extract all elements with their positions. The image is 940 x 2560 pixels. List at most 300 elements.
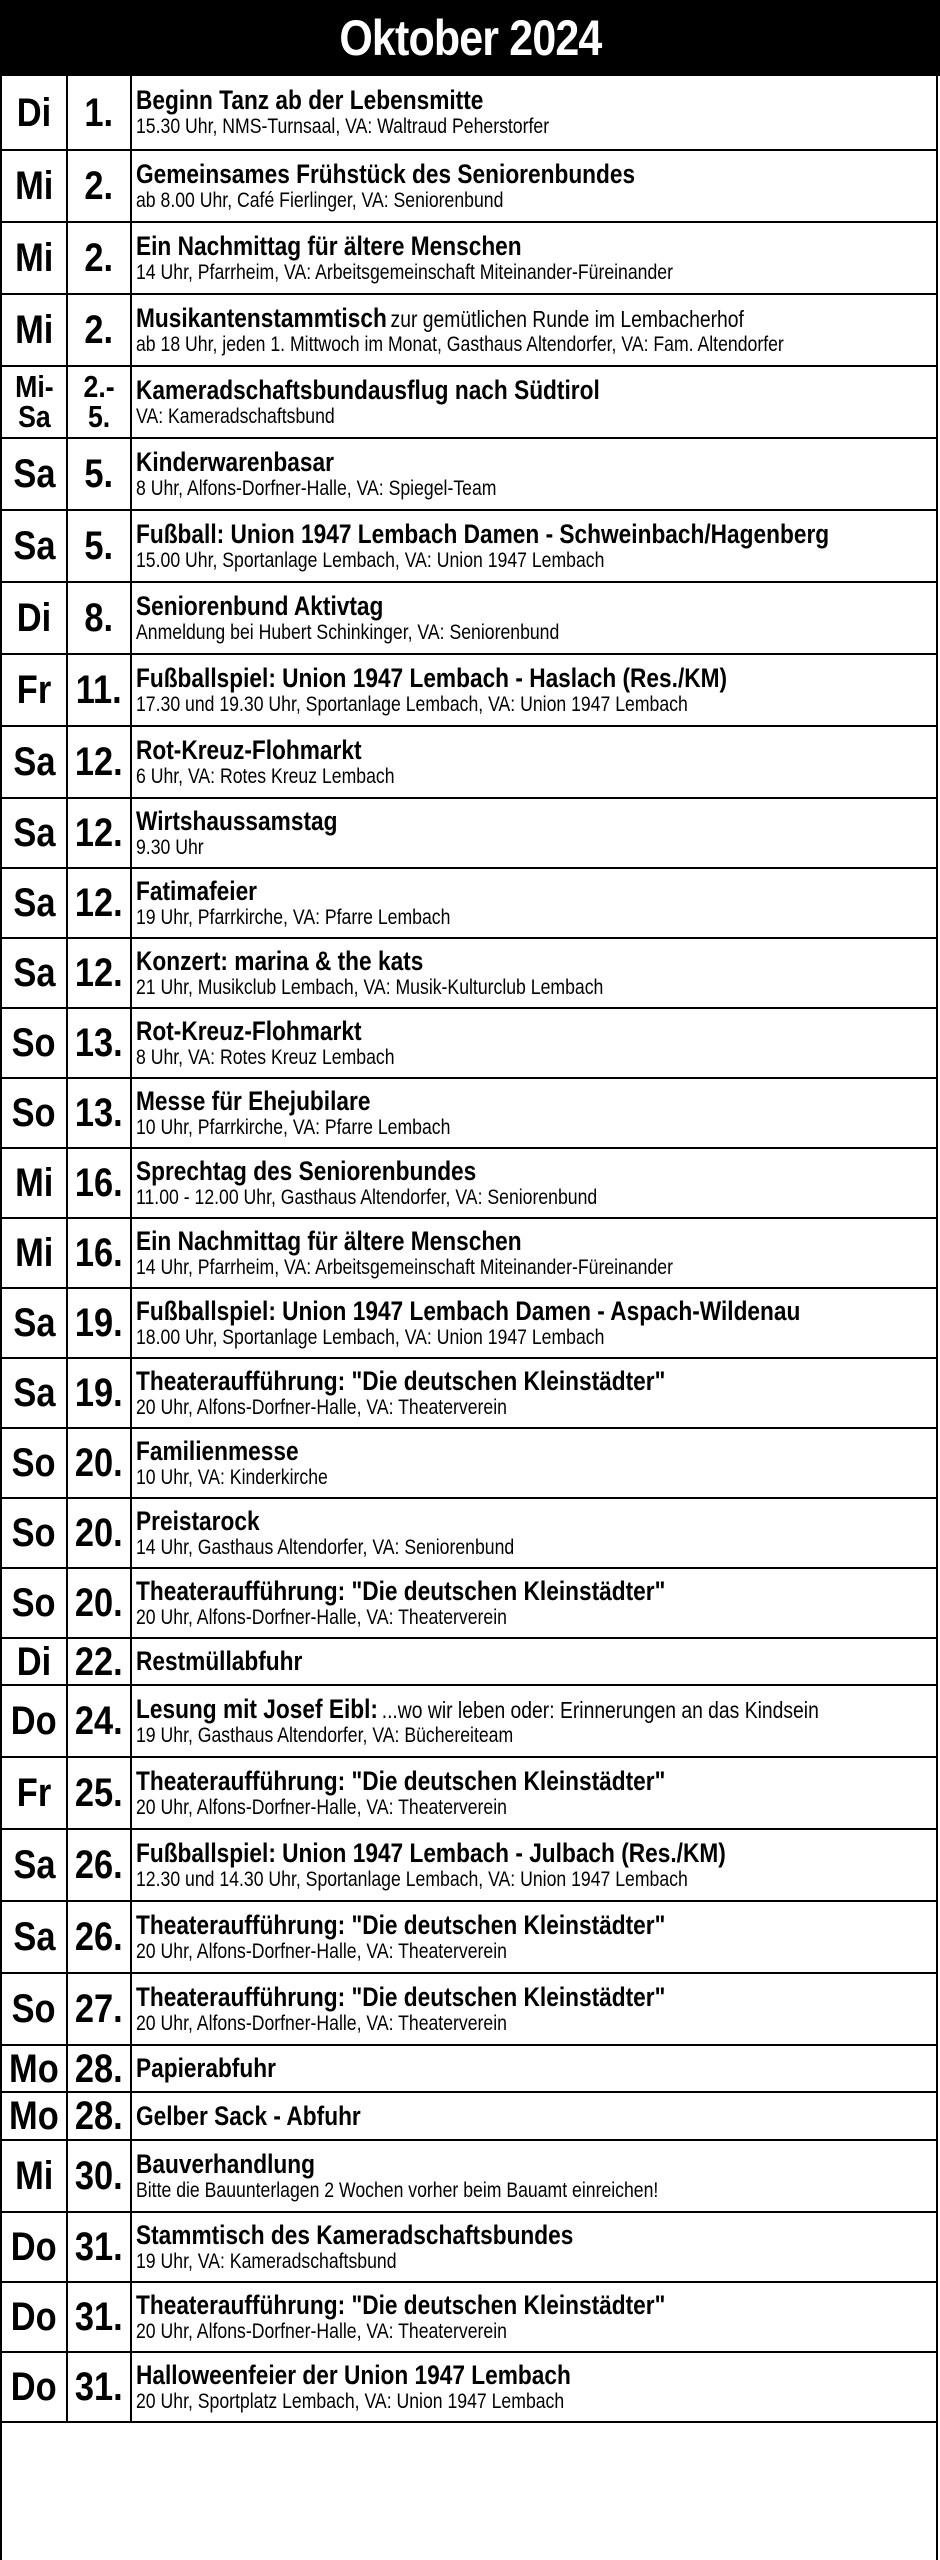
event-title: Fußballspiel: Union 1947 Lembach - Haslach (Res./KM) [136,662,728,693]
event-title: Ein Nachmittag für ältere Menschen [136,1225,522,1256]
event-title-line [136,1506,260,1536]
event-row [2,655,936,727]
event-day: Di [16,1639,52,1684]
event-date-cell [68,1219,132,1287]
event-description [132,439,936,509]
event-row [2,2046,936,2093]
event-date: 11. [76,668,122,712]
event-date: 16. [75,1161,123,1205]
event-row [2,869,936,939]
event-title: Kameradschaftsbundausflug nach Südtirol [136,374,600,405]
event-title: Ein Nachmittag für ältere Menschen [136,230,522,261]
event-detail: 20 Uhr, Alfons-Dorfner-Halle, VA: Theaterverein [136,1939,507,1963]
event-day: Do [11,1699,57,1743]
event-day-cell [2,2141,68,2211]
event-detail: Bitte die Bauunterlagen 2 Wochen vorher beim Bauamt einreichen! [136,2178,659,2202]
event-detail: ab 8.00 Uhr, Café Fierlinger, VA: Seniorenbund [136,188,504,212]
event-title-line [136,1226,522,1256]
event-title: Fatimafeier [136,875,258,906]
event-title: Theateraufführung: "Die deutschen Kleinstädter" [136,2289,666,2320]
event-title-line [136,85,483,115]
event-title-line [136,806,337,836]
event-title-line [136,2290,665,2320]
event-row [2,2093,936,2141]
event-day: Mi [14,1161,54,1205]
event-title: Theateraufführung: "Die deutschen Kleinstädter" [136,1909,666,1940]
event-date-cell [68,1149,132,1217]
event-row [2,295,936,367]
event-detail: 14 Uhr, Pfarrheim, VA: Arbeitsgemeinschaft Miteinander-Füreinander [136,260,673,284]
event-detail: 15.30 Uhr, NMS-Turnsaal, VA: Waltraud Peherstorfer [136,115,550,139]
event-detail: 20 Uhr, Alfons-Dorfner-Halle, VA: Theaterverein [136,1605,507,1629]
event-date: 28. [75,2094,123,2138]
event-date-cell [68,439,132,509]
event-day: Mi- Sa [14,368,54,434]
event-day-cell [2,1359,68,1427]
event-date: 19. [75,1301,123,1345]
event-date-cell [68,1359,132,1427]
event-title-line [136,1436,299,1466]
event-detail: 19 Uhr, Gasthaus Altendorfer, VA: Büchereiteam [136,1723,514,1747]
event-day: Di [16,596,52,640]
event-date-cell [68,727,132,797]
event-description [132,511,936,581]
event-row [2,1830,936,1902]
event-day-cell [2,511,68,581]
event-day-cell [2,2046,68,2091]
event-row [2,1902,936,1974]
event-description [132,1974,936,2044]
event-row [2,1639,936,1686]
event-title: Theateraufführung: "Die deutschen Kleinstädter" [136,1575,666,1606]
event-detail: 20 Uhr, Alfons-Dorfner-Halle, VA: Theaterverein [136,2011,507,2035]
event-description [132,1639,936,1684]
event-title-line [136,1086,370,1116]
event-date-cell [68,2283,132,2351]
event-day: Do [11,2365,57,2409]
event-row [2,439,936,511]
event-day-cell [2,869,68,937]
event-description [132,939,936,1007]
event-description [132,2353,936,2421]
event-row [2,1359,936,1429]
event-description [132,1902,936,1972]
event-detail: 17.30 und 19.30 Uhr, Sportanlage Lembach, VA: Union 1947 Lembach [136,692,688,716]
event-title: Papierabfuhr [136,2053,276,2084]
event-title-line [136,1576,665,1606]
event-date: 5. [84,452,114,496]
event-day-cell [2,2353,68,2421]
event-date: 1. [84,90,114,135]
event-description [132,1429,936,1497]
event-title: Theateraufführung: "Die deutschen Kleinstädter" [136,1765,666,1796]
event-date: 2. [84,164,114,208]
event-title-line [136,735,362,765]
event-day-cell [2,151,68,221]
page-header [0,0,940,76]
event-date: 28. [75,2046,123,2091]
event-date-cell [68,2353,132,2421]
event-date-cell [68,1639,132,1684]
event-date-cell [68,511,132,581]
event-day-cell [2,1569,68,1637]
event-date-cell [68,2046,132,2091]
event-date-cell [68,583,132,653]
event-title-line [136,1694,819,1724]
event-date: 31. [75,2225,123,2269]
event-day: Mo [9,2046,59,2091]
event-date: 19. [75,1371,123,1415]
event-day: Sa [12,1301,56,1345]
event-description [132,367,936,437]
event-date-cell [68,151,132,221]
event-detail: 9.30 Uhr [136,835,204,859]
event-detail: VA: Kameradschaftsbund [136,404,335,428]
event-row [2,1079,936,1149]
event-day: Fr [16,1771,52,1815]
event-title: Restmüllabfuhr [136,1646,303,1677]
event-description [132,1686,936,1756]
event-date: 2.- 5. [83,368,115,434]
event-title: Theateraufführung: "Die deutschen Kleinstädter" [136,1365,666,1396]
event-description [132,1758,936,1828]
event-day-cell [2,1974,68,2044]
event-title-extra: ...wo wir leben oder: Erinnerungen an das Kindsein [381,1696,819,1723]
event-date-cell [68,1974,132,2044]
event-date: 2. [84,236,114,280]
event-title-line [136,2360,571,2390]
event-title: Theateraufführung: "Die deutschen Kleinstädter" [136,1981,666,2012]
event-title-line [136,1838,726,1868]
event-day-cell [2,1009,68,1077]
event-title: Fußball: Union 1947 Lembach Damen - Schweinbach/Hagenberg [136,518,830,549]
event-day: Mi [14,308,54,352]
event-day-cell [2,76,68,149]
event-date-cell [68,1569,132,1637]
event-detail: 6 Uhr, VA: Rotes Kreuz Lembach [136,764,395,788]
event-row [2,2353,936,2423]
event-day-cell [2,1149,68,1217]
event-day: Sa [12,1843,56,1887]
event-date: 2. [84,308,114,352]
event-day: So [12,1511,56,1555]
event-date: 27. [75,1987,123,2031]
event-detail: 15.00 Uhr, Sportanlage Lembach, VA: Union 1947 Lembach [136,548,605,572]
event-row [2,583,936,655]
event-date-cell [68,1289,132,1357]
event-title-line [136,2220,573,2250]
event-date-cell [68,2093,132,2139]
event-day: Sa [12,1915,56,1959]
event-row [2,223,936,295]
event-day: Mi [14,2154,54,2198]
event-description [132,1499,936,1567]
event-description [132,583,936,653]
event-day-cell [2,939,68,1007]
event-day-cell [2,1499,68,1567]
event-date: 12. [75,881,123,925]
event-title: Sprechtag des Seniorenbundes [136,1155,477,1186]
event-date-cell [68,939,132,1007]
event-row [2,1974,936,2046]
event-date-cell [68,1686,132,1756]
event-day: So [12,1091,56,1135]
event-day-cell [2,1758,68,1828]
event-detail: 10 Uhr, Pfarrkirche, VA: Pfarre Lembach [136,1115,451,1139]
event-title: Rot-Kreuz-Flohmarkt [136,734,362,765]
event-row [2,1429,936,1499]
event-date-cell [68,295,132,365]
event-description [132,2141,936,2211]
event-title: Preistarock [136,1505,260,1536]
event-date-cell [68,1429,132,1497]
event-description [132,1359,936,1427]
event-day-cell [2,727,68,797]
event-row [2,76,936,151]
event-date: 13. [75,1091,123,1135]
event-row [2,939,936,1009]
event-day-cell [2,295,68,365]
event-date-cell [68,367,132,437]
event-detail: Anmeldung bei Hubert Schinkinger, VA: Seniorenbund [136,620,560,644]
event-date-cell [68,1079,132,1147]
event-day: Sa [12,951,56,995]
event-date: 31. [75,2295,123,2339]
event-title: Gelber Sack - Abfuhr [136,2100,361,2131]
event-description [132,1219,936,1287]
event-date: 25. [75,1771,123,1815]
event-day-cell [2,367,68,437]
event-day: Mi [14,236,54,280]
event-detail: 14 Uhr, Gasthaus Altendorfer, VA: Seniorenbund [136,1535,515,1559]
event-row [2,727,936,799]
event-row [2,151,936,223]
event-date-cell [68,1902,132,1972]
event-row [2,1499,936,1569]
event-description [132,76,936,149]
event-title: Konzert: marina & the kats [136,945,424,976]
event-date: 16. [75,1231,123,1275]
event-day-cell [2,1686,68,1756]
event-title: Musikantenstammtisch [136,302,387,333]
event-date: 20. [75,1581,123,1625]
event-day-cell [2,1429,68,1497]
event-title-line [136,447,334,477]
event-detail: 10 Uhr, VA: Kinderkirche [136,1465,328,1489]
event-description [132,1830,936,1900]
event-date: 26. [75,1843,123,1887]
event-title-line [136,2101,361,2131]
event-date-cell [68,1009,132,1077]
event-detail: 8 Uhr, Alfons-Dorfner-Halle, VA: Spiegel-Team [136,476,497,500]
event-date-cell [68,655,132,725]
event-day: Sa [12,1371,56,1415]
event-row [2,1569,936,1639]
event-title-line [136,2149,315,2179]
event-description [132,1149,936,1217]
event-date-cell [68,2141,132,2211]
event-day-cell [2,1639,68,1684]
event-title: Familienmesse [136,1435,299,1466]
event-description [132,799,936,867]
event-description [132,223,936,293]
event-row [2,2283,936,2353]
event-date: 13. [75,1021,123,1065]
event-title-line [136,1296,800,1326]
event-day: Sa [12,452,56,496]
event-date-cell [68,869,132,937]
event-title-line [136,591,383,621]
event-title-line [136,1982,665,2012]
event-title-line [136,375,600,405]
event-row [2,1289,936,1359]
event-detail: 11.00 - 12.00 Uhr, Gasthaus Altendorfer, VA: Seniorenbund [136,1185,598,1209]
event-day: Fr [16,668,52,712]
event-day: Sa [12,524,56,568]
event-row [2,1009,936,1079]
event-row [2,1686,936,1758]
event-day-cell [2,223,68,293]
event-title-line [136,1910,665,1940]
event-title: Fußballspiel: Union 1947 Lembach Damen - Aspach-Wildenau [136,1295,801,1326]
event-description [132,727,936,797]
event-row [2,511,936,583]
event-detail: 12.30 und 14.30 Uhr, Sportanlage Lembach, VA: Union 1947 Lembach [136,1867,688,1891]
event-day: So [12,1987,56,2031]
event-description [132,151,936,221]
event-date-cell [68,1758,132,1828]
event-detail: 18.00 Uhr, Sportanlage Lembach, VA: Union 1947 Lembach [136,1325,605,1349]
event-day: Mo [9,2094,59,2138]
event-description [132,2093,936,2139]
event-title: Wirtshaussamstag [136,805,338,836]
event-day: Di [16,90,52,135]
event-description [132,2046,936,2091]
event-description [132,655,936,725]
event-title-line [136,946,423,976]
event-row [2,2141,936,2213]
event-detail: 20 Uhr, Alfons-Dorfner-Halle, VA: Theaterverein [136,1795,507,1819]
event-date-cell [68,2213,132,2281]
event-day-cell [2,2283,68,2351]
event-day-cell [2,1902,68,1972]
page-title: Oktober 2024 [338,10,602,66]
event-date: 12. [75,811,123,855]
event-day: Mi [14,1231,54,1275]
event-title-extra: zur gemütlichen Runde im Lembacherhof [390,305,744,332]
event-day: So [12,1581,56,1625]
event-row [2,1219,936,1289]
event-date: 20. [75,1441,123,1485]
event-title: Bauverhandlung [136,2148,315,2179]
event-date-cell [68,1499,132,1567]
event-detail: 19 Uhr, VA: Kameradschaftsbund [136,2249,397,2273]
event-title-line [136,303,744,333]
event-title-line [136,231,522,261]
event-day-cell [2,583,68,653]
event-day-cell [2,1830,68,1900]
event-title-line [136,1016,362,1046]
event-title: Gemeinsames Frühstück des Seniorenbundes [136,158,636,189]
event-title: Fußballspiel: Union 1947 Lembach - Julbach (Res./KM) [136,1837,726,1868]
event-description [132,869,936,937]
event-description [132,1079,936,1147]
event-date: 24. [75,1699,123,1743]
event-description [132,295,936,365]
event-title: Stammtisch des Kameradschaftsbundes [136,2219,574,2250]
event-day-cell [2,1289,68,1357]
event-day: Sa [12,811,56,855]
event-title-line [136,663,727,693]
event-date: 22. [75,1639,123,1684]
event-day-cell [2,1219,68,1287]
event-day: So [12,1441,56,1485]
event-description [132,2283,936,2351]
event-title: Lesung mit Josef Eibl: [136,1693,378,1724]
event-title: Halloweenfeier der Union 1947 Lembach [136,2359,571,2390]
event-date: 30. [75,2154,123,2198]
event-description [132,1569,936,1637]
event-detail: 20 Uhr, Sportplatz Lembach, VA: Union 1947 Lembach [136,2389,565,2413]
event-date: 12. [75,951,123,995]
event-title-line [136,1156,476,1186]
event-row [2,1149,936,1219]
event-row [2,1758,936,1830]
event-detail: 14 Uhr, Pfarrheim, VA: Arbeitsgemeinschaft Miteinander-Füreinander [136,1255,673,1279]
event-date-cell [68,76,132,149]
event-day-cell [2,2093,68,2139]
event-day-cell [2,655,68,725]
event-date: 8. [84,596,114,640]
event-description [132,2213,936,2281]
event-day: Do [11,2225,57,2269]
event-title: Kinderwarenbasar [136,446,334,477]
event-date-cell [68,1830,132,1900]
event-row [2,367,936,439]
event-date: 5. [84,524,114,568]
event-date: 26. [75,1915,123,1959]
event-day: Sa [12,740,56,784]
event-detail: 20 Uhr, Alfons-Dorfner-Halle, VA: Theaterverein [136,1395,507,1419]
event-title: Messe für Ehejubilare [136,1085,371,1116]
event-title-line [136,159,635,189]
event-title-line [136,1366,665,1396]
event-title: Beginn Tanz ab der Lebensmitte [136,85,484,115]
event-row [2,799,936,869]
event-detail: 8 Uhr, VA: Rotes Kreuz Lembach [136,1045,395,1069]
event-day-cell [2,799,68,867]
event-day-cell [2,1079,68,1147]
event-date-cell [68,799,132,867]
event-title: Rot-Kreuz-Flohmarkt [136,1015,362,1046]
event-detail: ab 18 Uhr, jeden 1. Mittwoch im Monat, Gasthaus Altendorfer, VA: Fam. Altendorfer [136,332,784,356]
event-title: Seniorenbund Aktivtag [136,590,384,621]
event-description [132,1009,936,1077]
event-title-line [136,1646,302,1676]
events-table [0,76,938,2560]
event-day: Sa [12,881,56,925]
event-date: 20. [75,1511,123,1555]
event-day-cell [2,2213,68,2281]
event-day-cell [2,439,68,509]
event-day: Mi [14,164,54,208]
event-title-line [136,1766,665,1796]
event-description [132,1289,936,1357]
event-title-line [136,519,829,549]
event-title-line [136,2053,276,2083]
event-day: Do [11,2295,57,2339]
event-row [2,2213,936,2283]
